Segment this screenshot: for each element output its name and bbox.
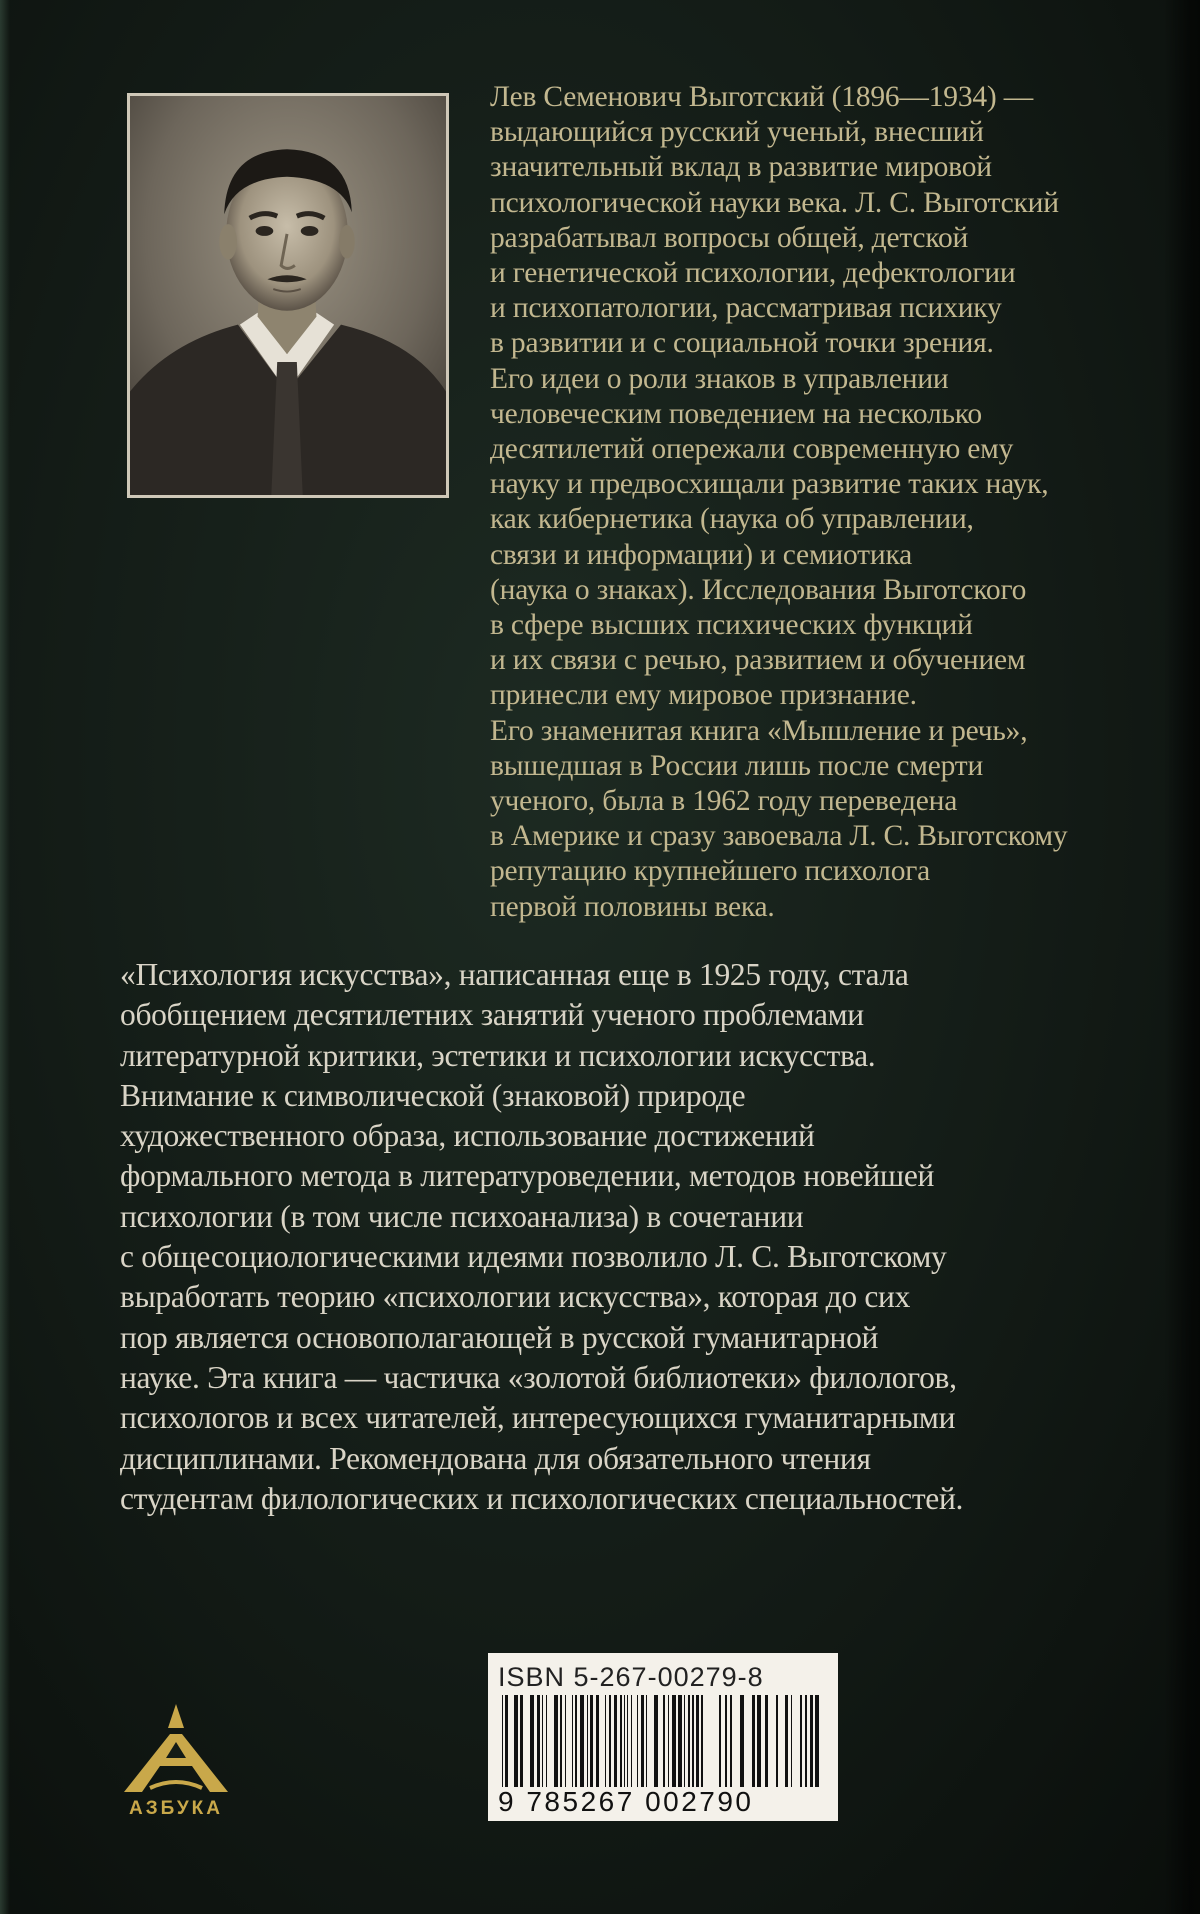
biography-line: человеческим поведением на несколько bbox=[490, 397, 982, 430]
barcode-bar bbox=[791, 1695, 792, 1787]
portrait-image bbox=[130, 96, 446, 495]
barcode-bar bbox=[587, 1695, 588, 1787]
biography-line: выдающийся русский ученый, внесший bbox=[490, 116, 984, 149]
biography-line: ученого, была в 1962 году переведена bbox=[490, 785, 958, 818]
biography-line: психологической науки века. Л. С. Выготский bbox=[490, 186, 1059, 219]
biography-line: репутацию крупнейшего психолога bbox=[490, 855, 931, 888]
description-line: выработать теорию «психологии искусства», которая до сих bbox=[120, 1279, 911, 1315]
description-line: пор является основополагающей в русской гуманитарной bbox=[120, 1319, 879, 1355]
description-line: с общесоциологическими идеями позволило Л. С. Выготскому bbox=[120, 1239, 947, 1275]
barcode-bar bbox=[624, 1695, 625, 1787]
barcode-bar bbox=[565, 1695, 566, 1787]
description-line: формального метода в литературоведении, методов новейшей bbox=[120, 1158, 935, 1194]
barcode-bar bbox=[752, 1695, 755, 1787]
biography-line: вышедшая в России лишь после смерти bbox=[490, 749, 984, 782]
barcode-bar bbox=[730, 1695, 732, 1787]
barcode-bar bbox=[805, 1695, 807, 1787]
barcode-bar bbox=[672, 1695, 676, 1787]
barcode-bar bbox=[757, 1695, 761, 1787]
barcode-bar bbox=[740, 1695, 744, 1787]
barcode-bar bbox=[537, 1695, 540, 1787]
barcode-bar bbox=[654, 1695, 658, 1787]
barcode-bar bbox=[572, 1695, 573, 1787]
biography-line: как кибернетика (наука об управлении, bbox=[490, 503, 974, 536]
barcode-bar bbox=[505, 1695, 508, 1787]
description-line: студентам филологических и психологических специальностей. bbox=[120, 1480, 964, 1516]
barcode-bar bbox=[701, 1695, 703, 1787]
description-line: психологов и всех читателей, интересующихся гуманитарными bbox=[120, 1400, 956, 1436]
barcode-bar bbox=[810, 1695, 813, 1787]
description-line: художественного образа, использование достижений bbox=[120, 1118, 815, 1154]
barcode-bar bbox=[776, 1695, 778, 1787]
barcode-bar bbox=[765, 1695, 768, 1787]
barcode-bar bbox=[542, 1695, 543, 1787]
barcode-bar bbox=[815, 1695, 819, 1787]
barcode-bar bbox=[614, 1695, 617, 1787]
description-line: «Психология искусства», написанная еще в 1925 году, стала bbox=[120, 957, 909, 992]
barcode-bar bbox=[560, 1695, 562, 1787]
barcode-bar bbox=[620, 1695, 622, 1787]
barcode-bar bbox=[785, 1695, 788, 1787]
biography-line: первой половины века. bbox=[490, 890, 775, 923]
isbn-number: ISBN 5-267-00279-8 bbox=[498, 1662, 764, 1692]
ean-digits: 9 785267 002790 bbox=[498, 1786, 754, 1817]
description-line: дисциплинами. Рекомендована для обязательного чтения bbox=[120, 1440, 871, 1476]
biography-line: и психопатологии, рассматривая психику bbox=[490, 292, 1002, 325]
barcode-bar bbox=[646, 1695, 647, 1787]
biography-line: в сфере высших психических функций bbox=[490, 609, 973, 642]
description-line: Внимание к символической (знаковой) природе bbox=[120, 1077, 746, 1113]
barcode-bar bbox=[627, 1695, 628, 1787]
barcode-bar bbox=[719, 1695, 721, 1787]
barcode-bar bbox=[725, 1695, 727, 1787]
barcode-bar bbox=[530, 1695, 534, 1787]
barcode-bar bbox=[678, 1695, 682, 1787]
barcode-bar bbox=[590, 1695, 593, 1787]
barcode-bar bbox=[546, 1695, 547, 1787]
description-line: науке. Эта книга — частичка «золотой библиотеки» филологов, bbox=[120, 1359, 957, 1395]
barcode-bar bbox=[692, 1695, 694, 1787]
biography-line: Его идеи о роли знаков в управлении bbox=[490, 362, 949, 395]
biography-line: Его знаменитая книга «Мышление и речь», bbox=[490, 714, 1028, 747]
biography-line: Лев Семенович Выготский (1896—1934) — bbox=[490, 81, 1034, 113]
biography-line: разрабатывал вопросы общей, детской bbox=[490, 221, 969, 254]
barcode-bar bbox=[605, 1695, 606, 1787]
author-portrait-photo bbox=[127, 93, 449, 498]
barcode-bar bbox=[637, 1695, 638, 1787]
biography-line: и их связи с речью, развитием и обучением bbox=[490, 644, 1026, 677]
isbn-barcode-label bbox=[488, 1653, 838, 1821]
publisher-logo-text: АЗБУКА bbox=[129, 1798, 223, 1819]
barcode-bar bbox=[631, 1695, 632, 1787]
description-line: психологии (в том числе психоанализа) в сочетании bbox=[120, 1198, 804, 1234]
biography-line: (наука о знаках). Исследования Выготского bbox=[490, 573, 1027, 606]
biography-line: науку и предвосхищали развитие таких наук, bbox=[490, 468, 1049, 501]
barcode-bar bbox=[609, 1695, 611, 1787]
biography-line: десятилетий опережали современную ему bbox=[490, 433, 1014, 466]
biography-line: принесли ему мировое признание. bbox=[490, 679, 917, 712]
barcode-bar bbox=[641, 1695, 644, 1787]
barcode-bar bbox=[514, 1695, 518, 1787]
biography-line: значительный вклад в развитие мировой bbox=[490, 151, 992, 184]
cover-edge-highlight bbox=[0, 0, 10, 1914]
biography-line: связи и информации) и семиотика bbox=[490, 538, 913, 571]
biography-line: в развитии и с социальной точки зрения. bbox=[490, 327, 994, 360]
barcode-bar bbox=[688, 1695, 690, 1787]
barcode-icon bbox=[498, 1695, 828, 1787]
barcode-bar bbox=[684, 1695, 685, 1787]
barcode-bar bbox=[580, 1695, 584, 1787]
barcode-bar bbox=[800, 1695, 802, 1787]
barcode-bar bbox=[596, 1695, 599, 1787]
barcode-bar bbox=[520, 1695, 523, 1787]
barcode-bar bbox=[668, 1695, 669, 1787]
barcode-bar bbox=[663, 1695, 665, 1787]
book-description bbox=[120, 955, 1160, 1519]
description-line: литературной критики, эстетики и психологии искусства. bbox=[120, 1037, 876, 1073]
barcode-bar bbox=[575, 1695, 577, 1787]
biography-line: в Америке и сразу завоевала Л. С. Выготскому bbox=[490, 820, 1068, 853]
barcode-bar bbox=[696, 1695, 699, 1787]
barcode-bar bbox=[502, 1695, 503, 1787]
description-line: обобщением десятилетних занятий ученого проблемами bbox=[120, 997, 864, 1033]
biography-line: и генетической психологии, дефектологии bbox=[490, 257, 1016, 290]
barcode-bar bbox=[554, 1695, 558, 1787]
author-biography bbox=[490, 80, 1170, 925]
